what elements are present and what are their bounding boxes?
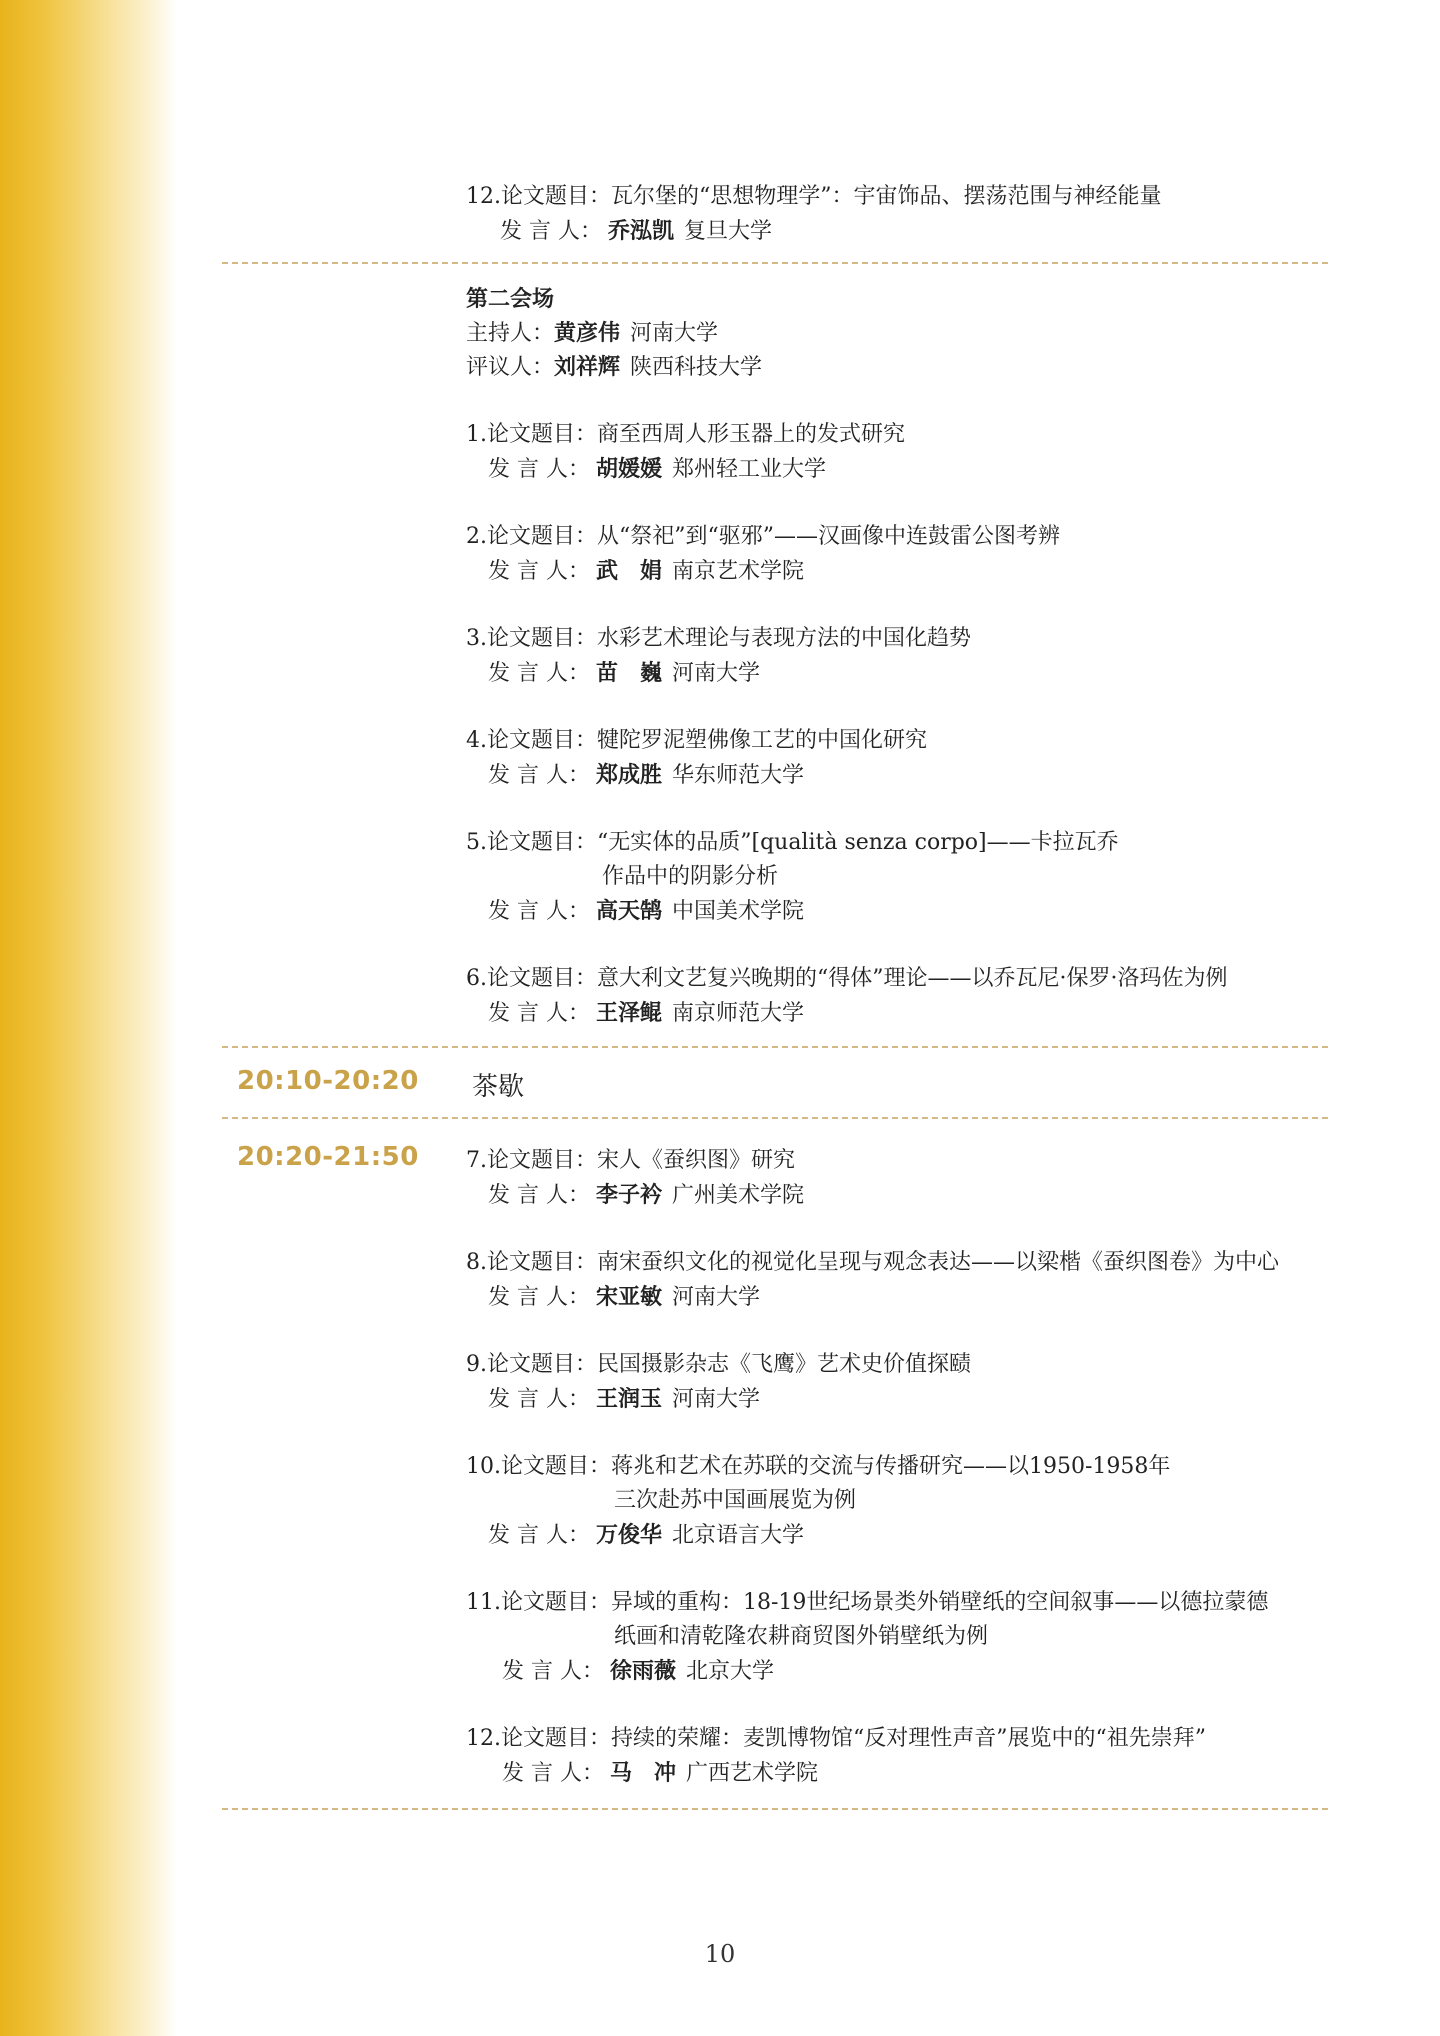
speaker-affiliation: 中国美术学院 [672,899,805,924]
session-time: 20:20-21:50 [237,1142,419,1172]
speaker-name: 苗 巍 [596,660,663,686]
speaker-name: 李子衿 [596,1182,663,1208]
paper-title: 1.论文题目：商至西周人形玉器上的发式研究 [466,422,905,447]
paper-title: 7.论文题目：宋人《蚕织图》研究 [466,1148,795,1173]
speaker-affiliation: 广西艺术学院 [686,1761,819,1786]
paper-title: 10.论文题目：蒋兆和艺术在苏联的交流与传播研究——以1950-1958年 [466,1454,1171,1479]
break-label: 茶歇 [472,1072,525,1102]
speaker-name: 马 冲 [610,1760,677,1786]
speaker-affiliation: 南京师范大学 [672,1001,805,1026]
speaker-line [502,1654,774,1689]
speaker-line [488,996,804,1031]
paper-title: 12.论文题目：持续的荣耀：麦凯博物馆“反对理性声音”展览中的“祖先崇拜” [466,1726,1206,1751]
speaker-name: 王润玉 [596,1386,663,1412]
speaker-label: 发 言 人： [488,1001,590,1026]
speaker-label: 发 言 人： [488,457,590,482]
speaker-label: 发 言 人： [488,1387,590,1412]
speaker-line [488,758,804,793]
speaker-line [488,1178,804,1213]
paper-title: 3.论文题目：水彩艺术理论与表现方法的中国化趋势 [466,626,971,651]
host-affiliation: 河南大学 [630,321,719,346]
paper-title: 6.论文题目：意大利文艺复兴晚期的“得体”理论——以乔瓦尼·保罗·洛玛佐为例 [466,966,1228,991]
reviewer-affiliation: 陕西科技大学 [630,355,763,380]
speaker-name: 高天鹄 [596,898,663,924]
paper-title-continued: 三次赴苏中国画展览为例 [614,1488,857,1513]
speaker-name: 王泽鲲 [596,1000,663,1026]
speaker-affiliation: 河南大学 [672,1285,761,1310]
speaker-label: 发 言 人： [488,661,590,686]
reviewer-line [466,350,762,385]
speaker-affiliation: 广州美术学院 [672,1183,805,1208]
break-time: 20:10-20:20 [237,1066,419,1096]
paper-title: 9.论文题目：民国摄影杂志《飞鹰》艺术史价值探赜 [466,1352,971,1377]
paper-title: 2.论文题目：从“祭祀”到“驱邪”——汉画像中连鼓雷公图考辨 [466,524,1060,549]
speaker-name: 胡媛媛 [596,456,663,482]
speaker-line [488,1382,760,1417]
speaker-label: 发 言 人： [488,1523,590,1548]
host-line [466,316,718,351]
paper-title: 4.论文题目：犍陀罗泥塑佛像工艺的中国化研究 [466,728,927,753]
speaker-line [488,452,826,487]
speaker-name: 武 娟 [596,558,663,584]
speaker-label: 发 言 人： [488,899,590,924]
speaker-affiliation: 北京大学 [686,1659,775,1684]
speaker-affiliation: 复旦大学 [684,219,773,244]
speaker-line [488,1280,760,1315]
speaker-name: 徐雨薇 [610,1658,677,1684]
speaker-line [488,1518,804,1553]
speaker-affiliation: 北京语言大学 [672,1523,805,1548]
paper-title: 11.论文题目：异域的重构：18-19世纪场景类外销壁纸的空间叙事——以德拉蒙德 [466,1590,1269,1615]
host-label: 主持人： [466,321,555,346]
speaker-line [488,554,804,589]
speaker-name: 宋亚敏 [596,1284,663,1310]
divider [222,1046,1328,1048]
speaker-label: 发 言 人： [500,219,602,244]
speaker-name: 万俊华 [596,1522,663,1548]
speaker-affiliation: 河南大学 [672,1387,761,1412]
paper-title: 8.论文题目：南宋蚕织文化的视觉化呈现与观念表达——以梁楷《蚕织图卷》为中心 [466,1250,1279,1275]
speaker-name: 乔泓凯 [608,218,675,244]
speaker-label: 发 言 人： [502,1761,604,1786]
paper-title-continued: 作品中的阴影分析 [602,864,779,889]
paper-title: 12.论文题目：瓦尔堡的“思想物理学”：宇宙饰品、摆荡范围与神经能量 [466,184,1162,209]
reviewer-label: 评议人： [466,355,555,380]
divider [222,1117,1328,1119]
speaker-line [488,894,804,929]
speaker-label: 发 言 人： [488,1183,590,1208]
reviewer-name: 刘祥辉 [554,354,621,380]
speaker-label: 发 言 人： [502,1659,604,1684]
speaker-affiliation: 华东师范大学 [672,763,805,788]
divider [222,1808,1328,1810]
speaker-affiliation: 南京艺术学院 [672,559,805,584]
host-name: 黄彦伟 [554,320,621,346]
speaker-affiliation: 河南大学 [672,661,761,686]
divider [222,262,1328,264]
speaker-affiliation: 郑州轻工业大学 [672,457,827,482]
speaker-label: 发 言 人： [488,1285,590,1310]
speaker-label: 发 言 人： [488,559,590,584]
speaker-label: 发 言 人： [488,763,590,788]
speaker-name: 郑成胜 [596,762,663,788]
speaker-line [502,1756,818,1791]
speaker-line [500,214,772,249]
page-number: 10 [704,1940,736,1968]
paper-title: 5.论文题目：“无实体的品质”[qualità senza corpo]——卡拉瓦乔 [466,830,1119,855]
paper-title-continued: 纸画和清乾隆农耕商贸图外销壁纸为例 [614,1624,989,1649]
session-title: 第二会场 [466,286,555,312]
speaker-line [488,656,760,691]
